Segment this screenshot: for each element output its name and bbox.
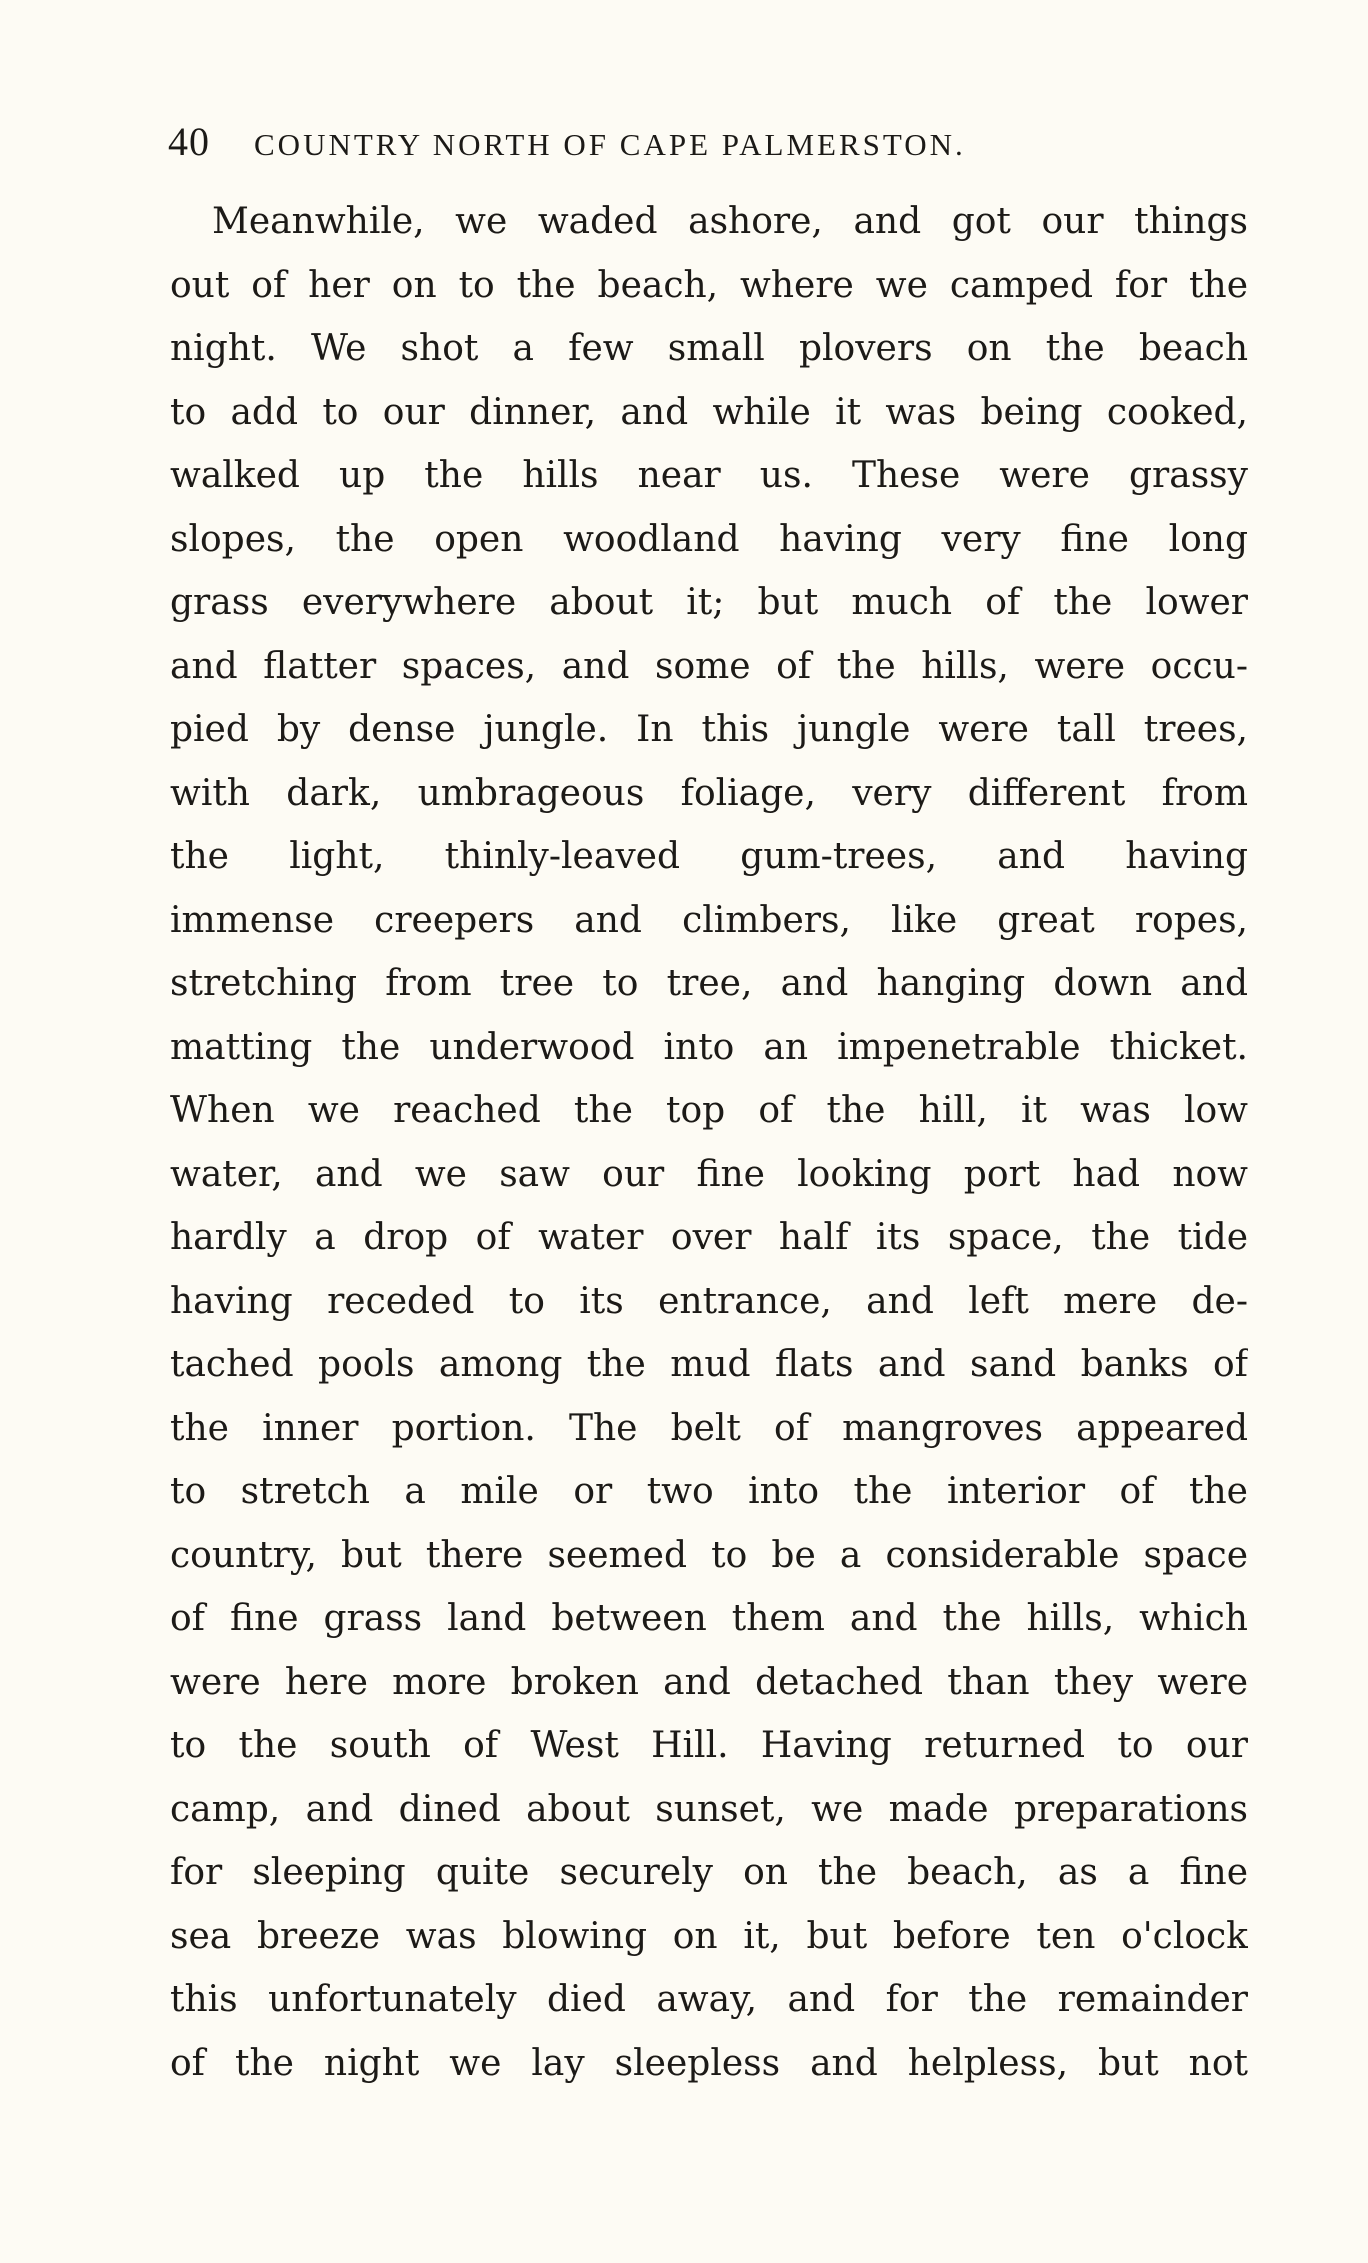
page-number: 40 xyxy=(168,119,210,164)
text-line: pied by dense jungle. In this jungle were tall trees, xyxy=(170,709,1248,750)
text-line: the inner portion. The belt of mangroves appeared xyxy=(170,1407,1248,1449)
text-line: walked up the hills near us. These were grassy xyxy=(170,455,1248,496)
text-line: matting the underwood into an impenetrable thicket. xyxy=(170,1026,1248,1068)
text-line: the light, thinly-leaved gum-trees, and having xyxy=(170,836,1248,877)
text-line: night. We shot a few small plovers on the beach xyxy=(170,328,1248,369)
text-line: immense creepers and climbers, like great ropes, xyxy=(170,899,1248,941)
text-line: country, but there seemed to be a considerable space xyxy=(170,1534,1248,1576)
text-line: with dark, umbrageous foliage, very different from xyxy=(170,772,1248,814)
text-line: to stretch a mile or two into the interior of the xyxy=(170,1471,1248,1512)
text-line: and flatter spaces, and some of the hills, were occu- xyxy=(170,645,1248,687)
body-text xyxy=(170,190,1248,2095)
text-line: stretching from tree to tree, and hanging down and xyxy=(170,963,1248,1004)
text-line: were here more broken and detached than they were xyxy=(170,1661,1248,1703)
text-line: for sleeping quite securely on the beach, as a fine xyxy=(170,1852,1248,1893)
text-line: out of her on to the beach, where we camped for the xyxy=(170,264,1248,306)
text-line: slopes, the open woodland having very fine long xyxy=(170,518,1248,560)
text-line: grass everywhere about it; but much of the lower xyxy=(170,582,1248,623)
text-line: Meanwhile, we waded ashore, and got our things xyxy=(212,201,1248,242)
text-line: tached pools among the mud flats and sand banks of xyxy=(170,1344,1248,1385)
page-header xyxy=(168,118,1248,178)
text-line: When we reached the top of the hill, it was low xyxy=(170,1090,1248,1131)
text-line: of fine grass land between them and the hills, which xyxy=(170,1598,1248,1639)
text-line: of the night we lay sleepless and helpless, but not xyxy=(170,2042,1248,2084)
text-line: water, and we saw our fine looking port had now xyxy=(170,1153,1248,1195)
text-line: hardly a drop of water over half its space, the tide xyxy=(170,1217,1248,1258)
text-line: having receded to its entrance, and left mere de- xyxy=(170,1280,1248,1322)
text-line: camp, and dined about sunset, we made preparations xyxy=(170,1788,1248,1830)
text-line: to the south of West Hill. Having returned to our xyxy=(170,1725,1248,1766)
text-line: to add to our dinner, and while it was being cooked, xyxy=(170,391,1248,433)
running-title: COUNTRY NORTH OF CAPE PALMERSTON. xyxy=(254,127,966,162)
text-line: sea breeze was blowing on it, but before ten o'clock xyxy=(170,1915,1248,1957)
text-line: this unfortunately died away, and for the remainder xyxy=(170,1979,1248,2020)
